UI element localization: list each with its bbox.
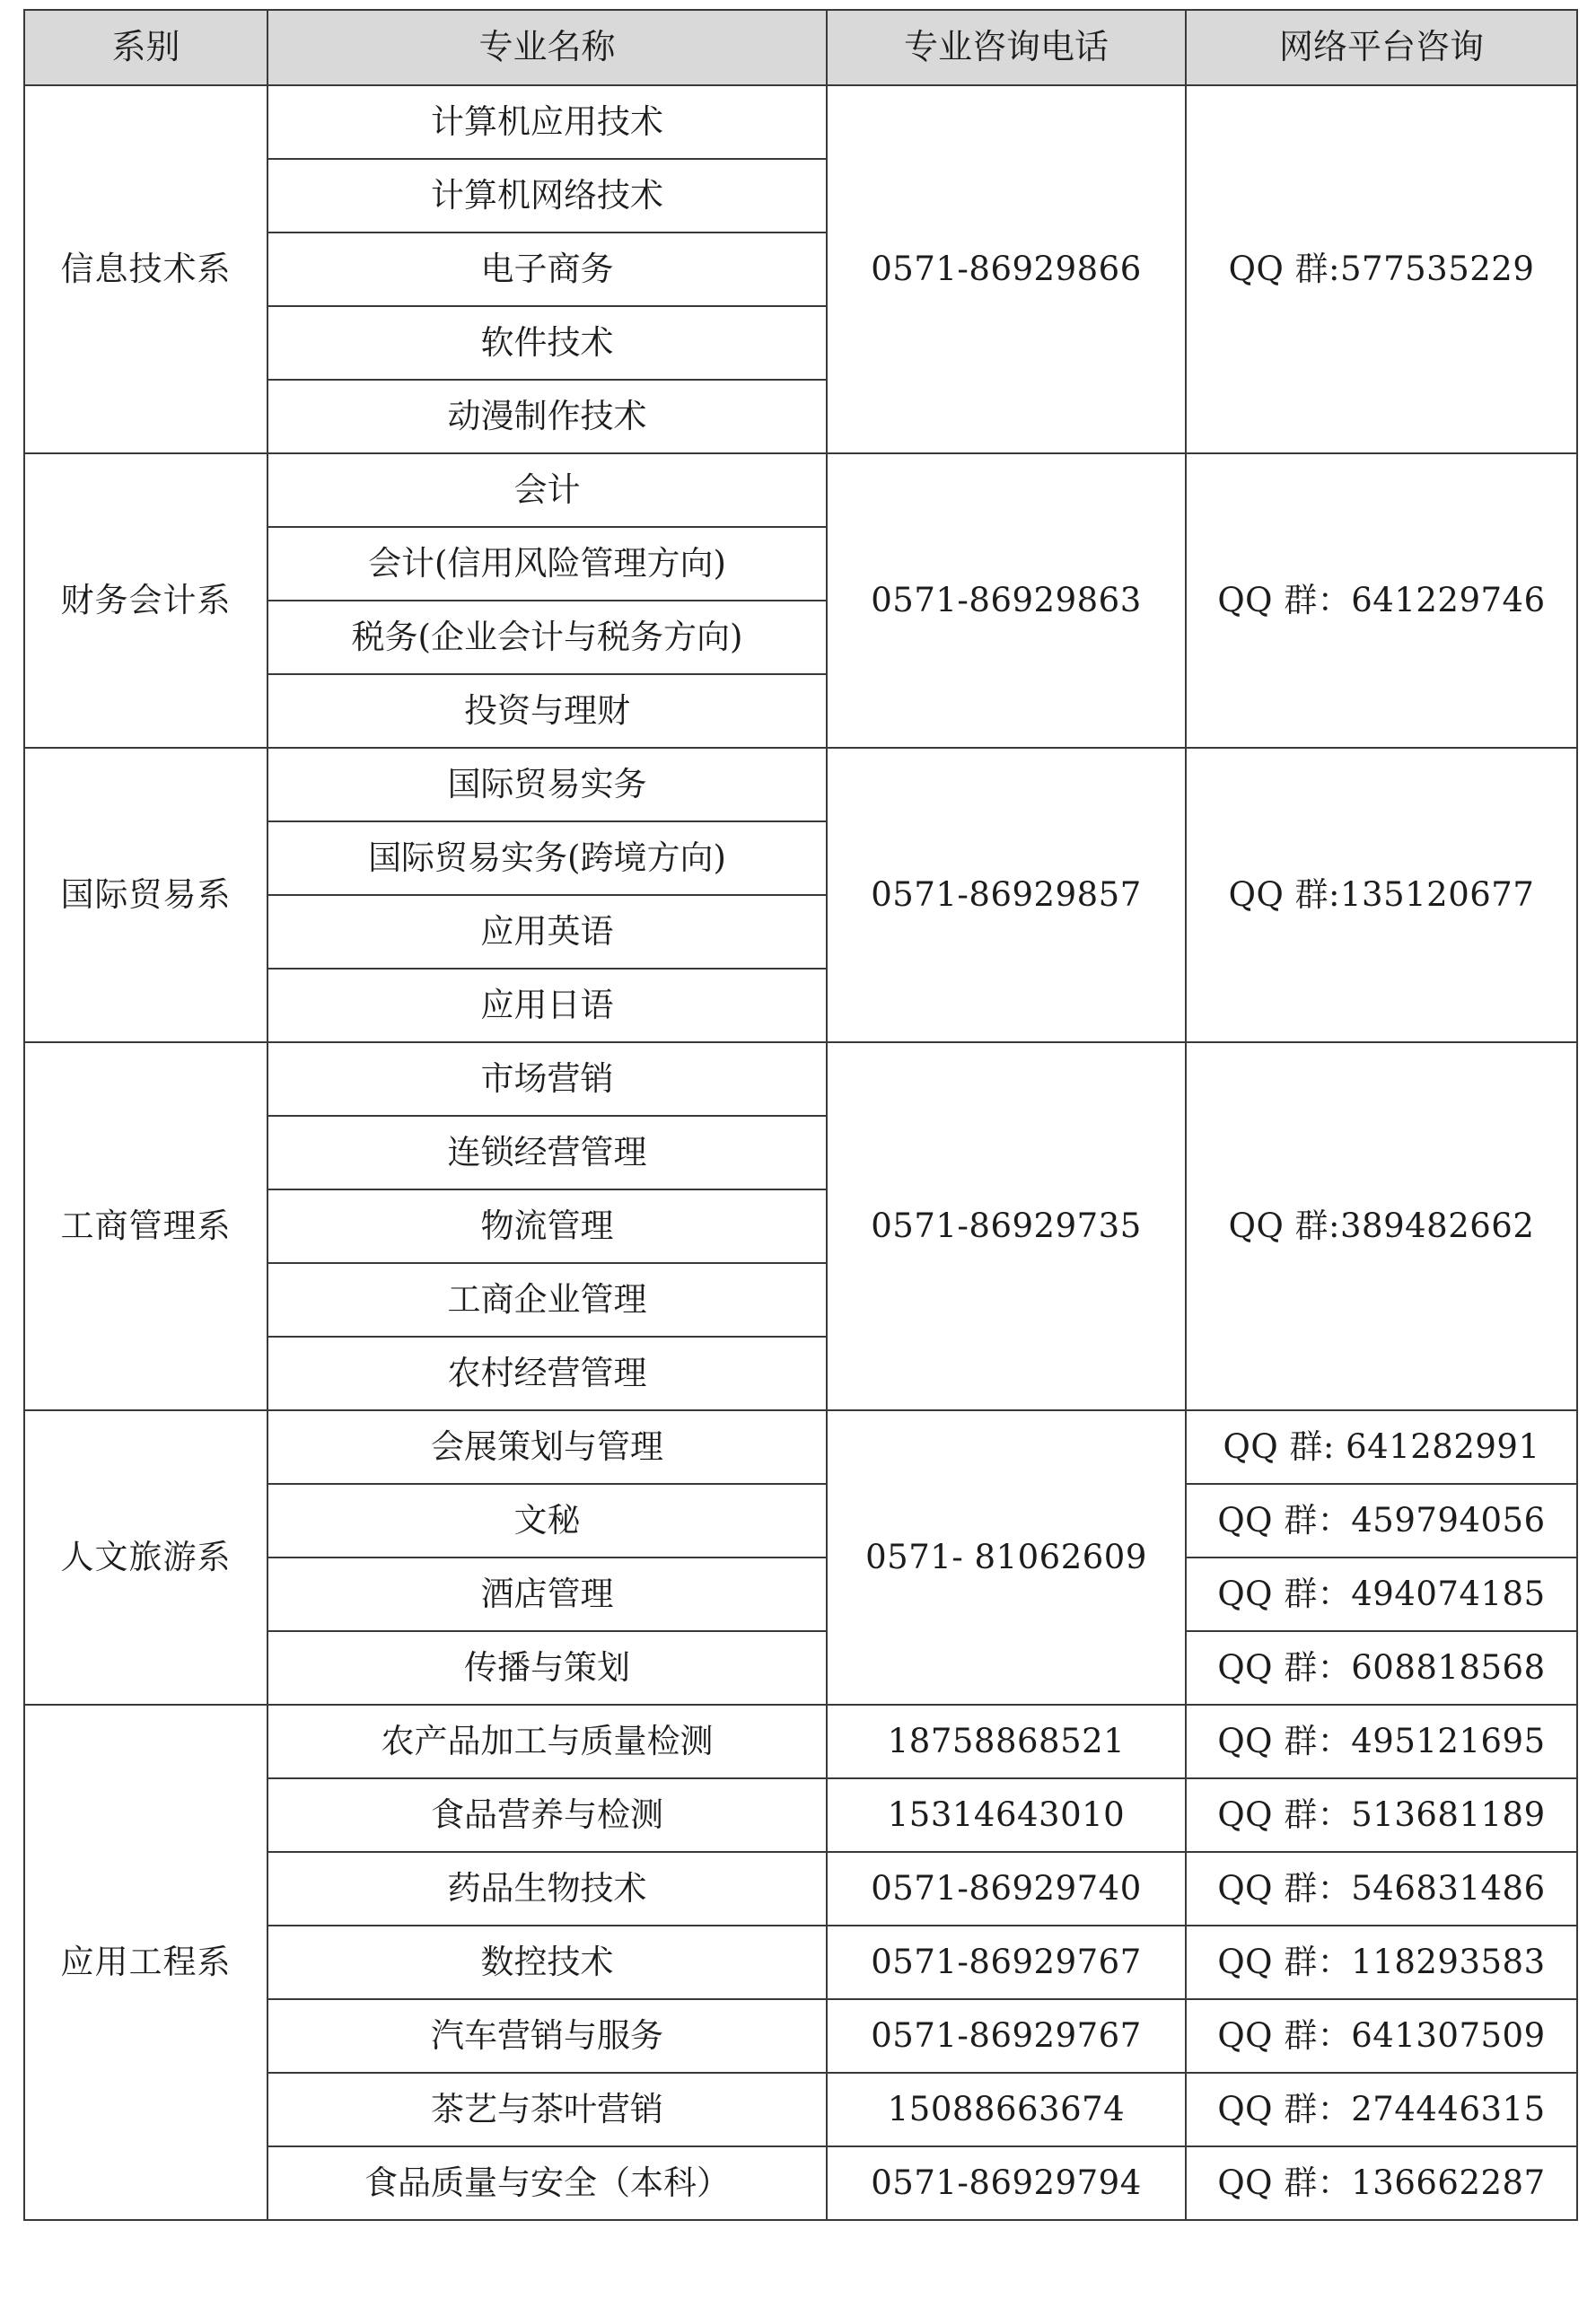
department-name: 人文旅游系 — [24, 1410, 267, 1705]
phone-number: 0571-86929767 — [827, 1926, 1186, 1999]
qq-group: QQ 群：118293583 — [1186, 1926, 1577, 1999]
major-name: 会计(信用风险管理方向) — [267, 527, 827, 601]
header-online: 网络平台咨询 — [1186, 10, 1577, 85]
department-name: 工商管理系 — [24, 1042, 267, 1410]
phone-number: 15314643010 — [827, 1778, 1186, 1852]
major-name: 食品营养与检测 — [267, 1778, 827, 1852]
qq-group: QQ 群：513681189 — [1186, 1778, 1577, 1852]
major-name: 会计 — [267, 453, 827, 527]
major-name: 食品质量与安全（本科） — [267, 2146, 827, 2220]
major-name: 传播与策划 — [267, 1631, 827, 1705]
qq-group: QQ 群: 641282991 — [1186, 1410, 1577, 1484]
department-name: 应用工程系 — [24, 1705, 267, 2220]
qq-group: QQ 群：136662287 — [1186, 2146, 1577, 2220]
table-row — [24, 1705, 1577, 1778]
major-name: 计算机应用技术 — [267, 85, 827, 159]
department-name: 国际贸易系 — [24, 748, 267, 1042]
phone-number: 0571-86929735 — [827, 1042, 1186, 1410]
major-name: 文秘 — [267, 1484, 827, 1558]
major-name: 软件技术 — [267, 306, 827, 380]
phone-number: 0571-86929863 — [827, 453, 1186, 748]
header-department: 系别 — [24, 10, 267, 85]
phone-number: 0571- 81062609 — [827, 1410, 1186, 1705]
major-name: 市场营销 — [267, 1042, 827, 1116]
major-name: 茶艺与茶叶营销 — [267, 2073, 827, 2146]
major-name: 数控技术 — [267, 1926, 827, 1999]
qq-group: QQ 群:135120677 — [1186, 748, 1577, 1042]
header-phone: 专业咨询电话 — [827, 10, 1186, 85]
header-row — [24, 10, 1577, 85]
major-name: 计算机网络技术 — [267, 159, 827, 233]
major-name: 工商企业管理 — [267, 1263, 827, 1337]
qq-group: QQ 群：459794056 — [1186, 1484, 1577, 1558]
qq-group: QQ 群:389482662 — [1186, 1042, 1577, 1410]
major-name: 税务(企业会计与税务方向) — [267, 601, 827, 674]
qq-group: QQ 群：495121695 — [1186, 1705, 1577, 1778]
major-name: 农产品加工与质量检测 — [267, 1705, 827, 1778]
phone-number: 0571-86929866 — [827, 85, 1186, 453]
phone-number: 0571-86929857 — [827, 748, 1186, 1042]
qq-group: QQ 群：494074185 — [1186, 1558, 1577, 1631]
major-name: 汽车营销与服务 — [267, 1999, 827, 2073]
phone-number: 15088663674 — [827, 2073, 1186, 2146]
qq-group: QQ 群：274446315 — [1186, 2073, 1577, 2146]
table-row — [24, 453, 1577, 527]
major-name: 连锁经营管理 — [267, 1116, 827, 1189]
table-row — [24, 1410, 1577, 1484]
qq-group: QQ 群：641307509 — [1186, 1999, 1577, 2073]
major-name: 农村经营管理 — [267, 1337, 827, 1410]
qq-group: QQ 群：641229746 — [1186, 453, 1577, 748]
phone-number: 0571-86929767 — [827, 1999, 1186, 2073]
major-name: 物流管理 — [267, 1189, 827, 1263]
major-name: 投资与理财 — [267, 674, 827, 748]
qq-group: QQ 群：546831486 — [1186, 1852, 1577, 1926]
major-name: 电子商务 — [267, 233, 827, 306]
phone-number: 0571-86929794 — [827, 2146, 1186, 2220]
major-name: 酒店管理 — [267, 1558, 827, 1631]
major-name: 会展策划与管理 — [267, 1410, 827, 1484]
major-name: 国际贸易实务(跨境方向) — [267, 821, 827, 895]
major-name: 应用英语 — [267, 895, 827, 969]
department-name: 财务会计系 — [24, 453, 267, 748]
major-name: 药品生物技术 — [267, 1852, 827, 1926]
phone-number: 0571-86929740 — [827, 1852, 1186, 1926]
department-name: 信息技术系 — [24, 85, 267, 453]
table-row — [24, 85, 1577, 159]
major-name: 动漫制作技术 — [267, 380, 827, 453]
qq-group: QQ 群:577535229 — [1186, 85, 1577, 453]
table-row — [24, 748, 1577, 821]
header-major: 专业名称 — [267, 10, 827, 85]
major-name: 国际贸易实务 — [267, 748, 827, 821]
majors-contact-table — [23, 9, 1578, 2221]
major-name: 应用日语 — [267, 969, 827, 1042]
qq-group: QQ 群：608818568 — [1186, 1631, 1577, 1705]
phone-number: 18758868521 — [827, 1705, 1186, 1778]
table-row — [24, 1042, 1577, 1116]
